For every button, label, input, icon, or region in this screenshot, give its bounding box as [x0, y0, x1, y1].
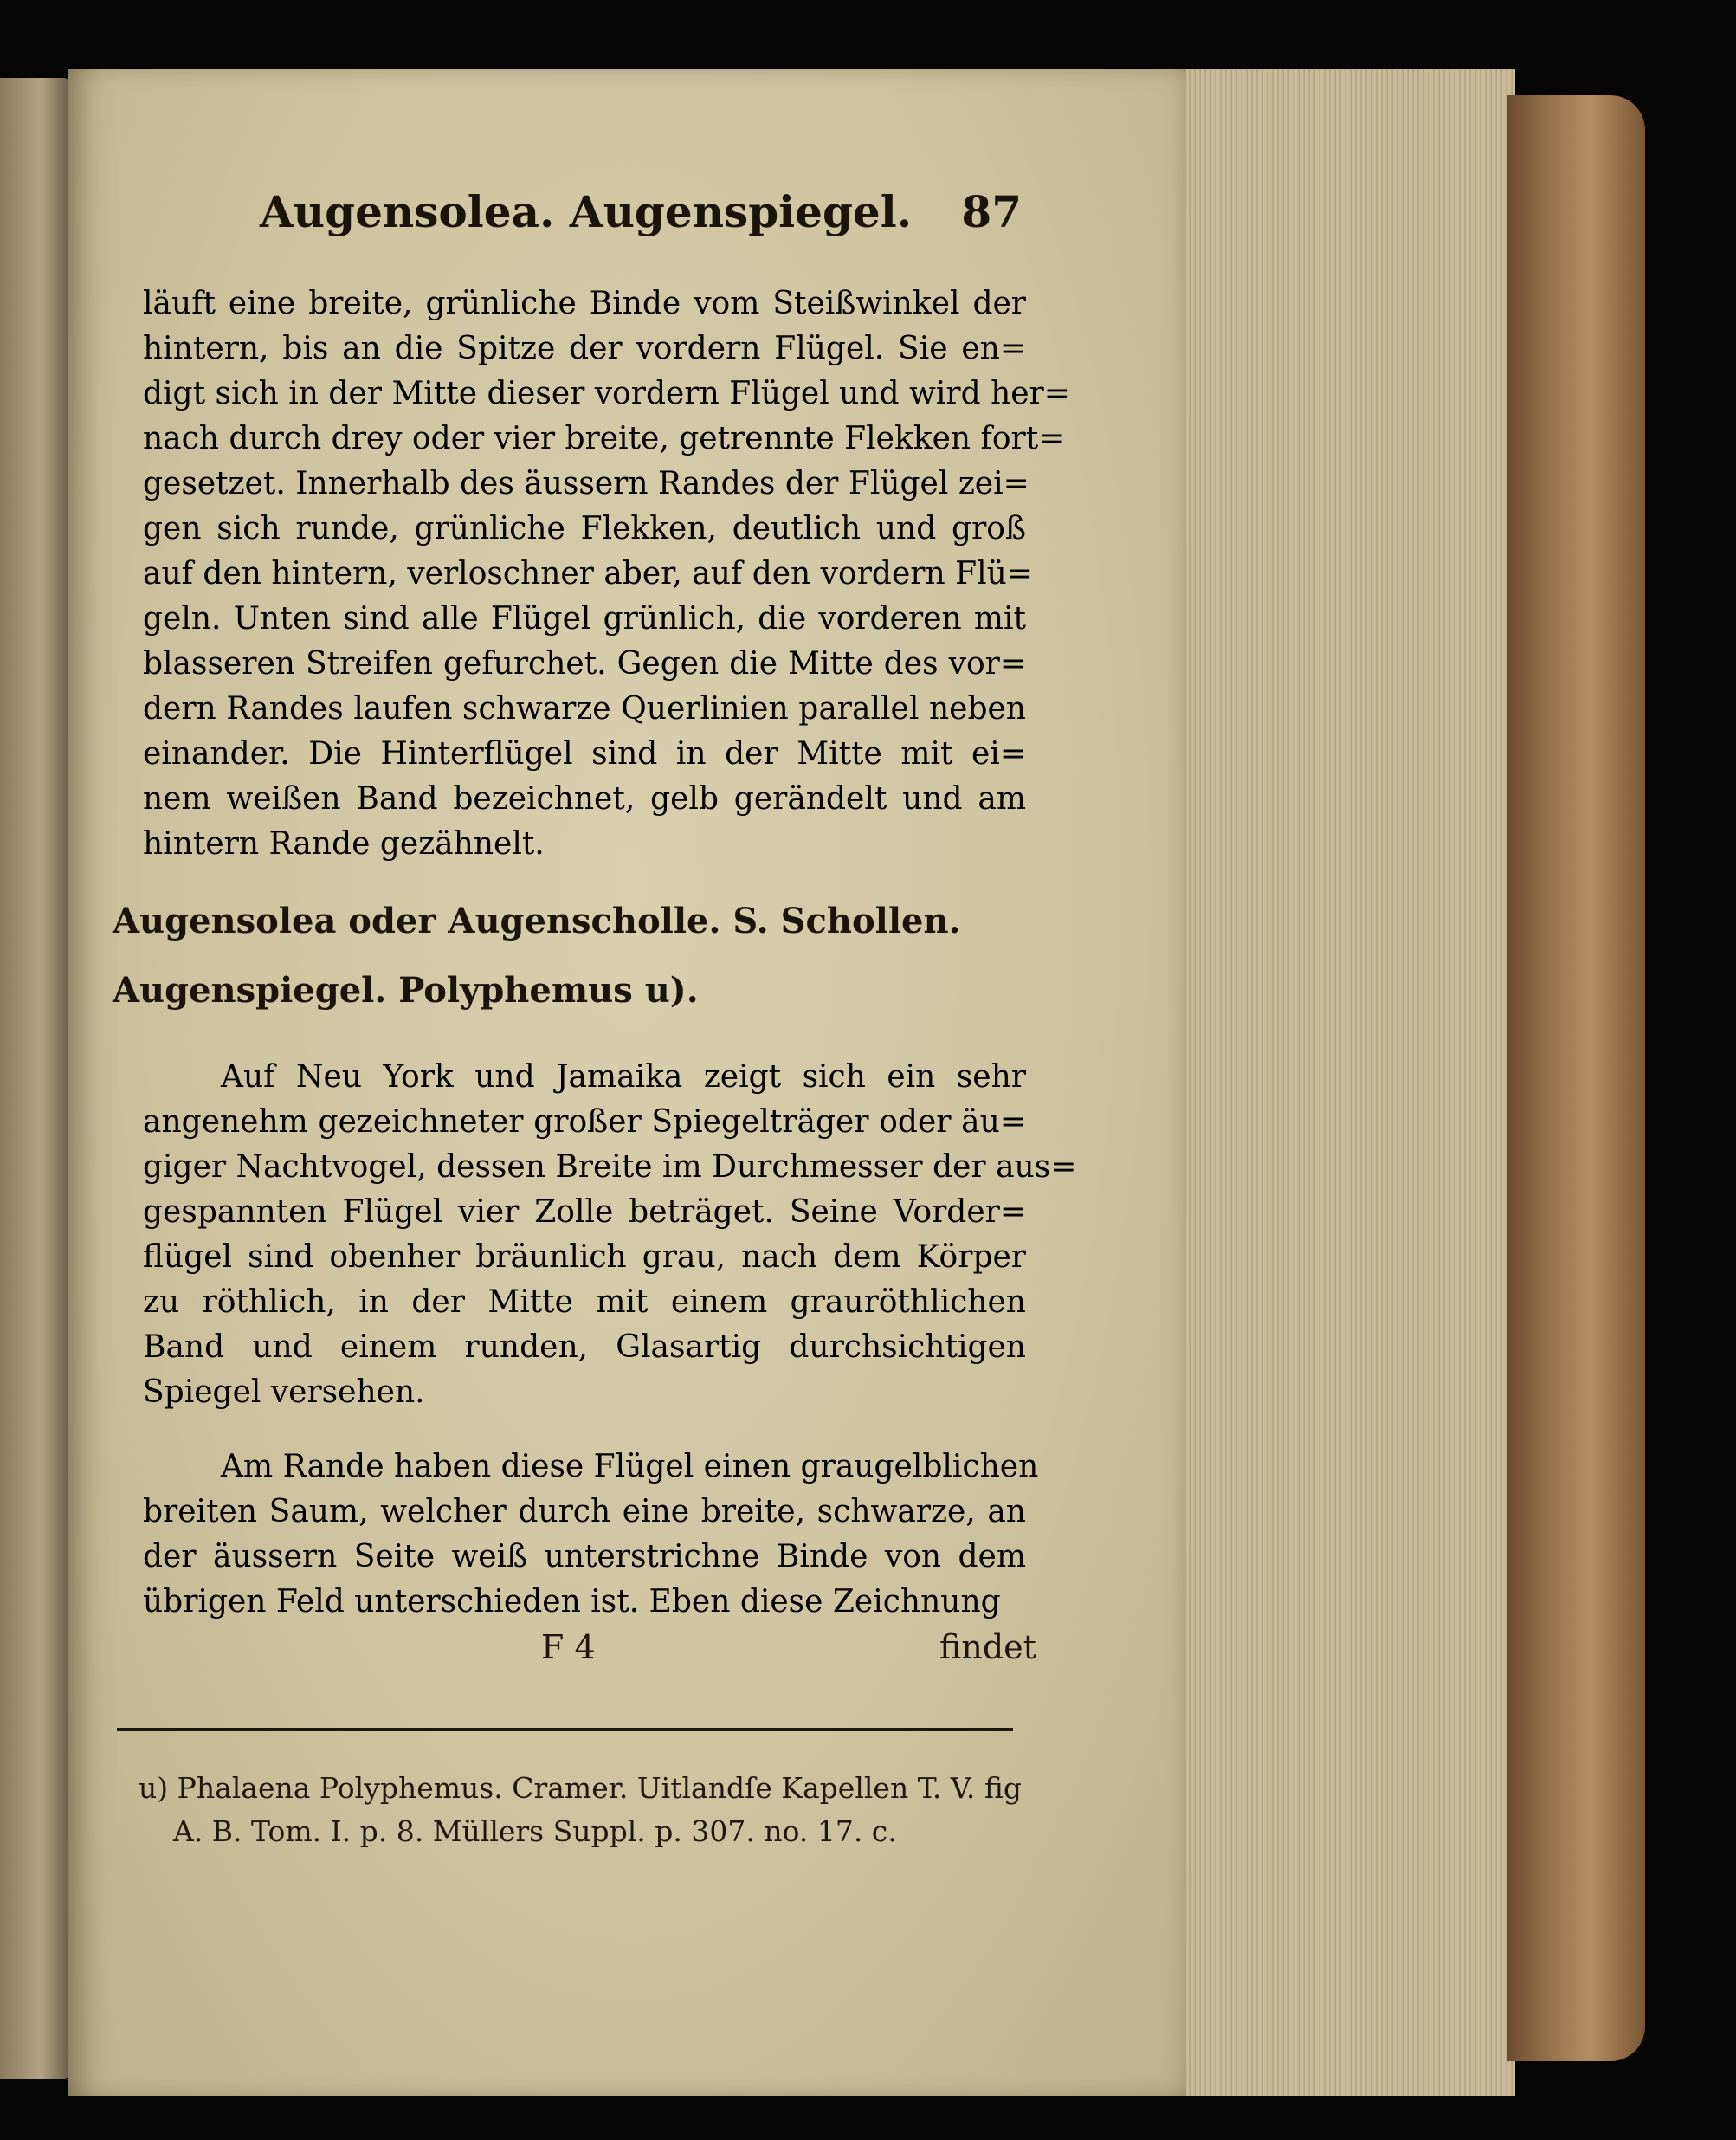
paragraph-1-line: blasseren Streifen gefurchet. Gegen die Mitte des vor=	[143, 646, 1026, 682]
running-header	[260, 186, 1022, 255]
paragraph-1-line: gesetzet. Innerhalb des äussern Randes der Flügel zei=	[143, 466, 1029, 501]
book-cover-edge	[1507, 95, 1645, 2061]
running-head-title: Augensolea. Augenspiegel.	[260, 186, 913, 237]
catchword: findet	[939, 1628, 1036, 1666]
paragraph-1-line: geln. Unten sind alle Flügel grünlich, die vorderen mit	[143, 601, 1026, 637]
paragraph-1-line: digt sich in der Mitte dieser vordern Flügel und wird her=	[143, 376, 1070, 411]
page-edges	[1186, 69, 1515, 2096]
footnote-line-2: A. B. Tom. I. p. 8. Müllers Suppl. p. 307. no. 17. c.	[173, 1814, 897, 1848]
paragraph-2-line: angenehm gezeichneter großer Spiegelträger oder äu=	[143, 1104, 1026, 1140]
paragraph-1-line: hintern, bis an die Spitze der vordern Flügel. Sie en=	[143, 331, 1026, 366]
paragraph-2-line: flügel sind obenher bräunlich grau, nach dem Körper	[143, 1239, 1026, 1275]
signature-mark: F 4	[541, 1628, 596, 1666]
paragraph-1-line: hintern Rande gezähnelt.	[143, 826, 545, 862]
paragraph-2-line: giger Nachtvogel, dessen Breite im Durchmesser der aus=	[143, 1149, 1077, 1185]
paragraph-2-line: Band und einem runden, Glasartig durchsichtigen	[143, 1329, 1026, 1365]
footnote-line-1: u) Phalaena Polyphemus. Cramer. Uitlandſe Kapellen T. V. fig	[139, 1771, 1023, 1805]
paragraph-1-line: nach durch drey oder vier breite, getrennte Flekken fort=	[143, 421, 1065, 456]
entry-augenspiegel: Augenspiegel. Polyphemus u).	[113, 970, 699, 1011]
paragraph-1-line: nem weißen Band bezeichnet, gelb gerändelt und am	[143, 781, 1026, 817]
paragraph-3-line: Am Rande haben diese Flügel einen graugelblichen	[221, 1449, 1039, 1484]
paragraph-2-line: zu röthlich, in der Mitte mit einem grauröthlichen	[143, 1284, 1026, 1320]
paragraph-1-line: gen sich runde, grünliche Flekken, deutlich und groß	[143, 511, 1026, 546]
page-number: 87	[961, 186, 1022, 237]
paragraph-2-line: gespannten Flügel vier Zolle beträget. Seine Vorder=	[143, 1194, 1026, 1230]
footnote-rule	[117, 1728, 1013, 1731]
paragraph-1-line: dern Randes laufen schwarze Querlinien parallel neben	[143, 691, 1026, 727]
paragraph-1-line: auf den hintern, verloschner aber, auf den vordern Flü=	[143, 556, 1033, 592]
paragraph-1-line: läuft eine breite, grünliche Binde vom Steißwinkel der	[143, 286, 1026, 321]
paragraph-3-line: übrigen Feld unterschieden ist. Eben diese Zeichnung	[143, 1584, 1001, 1620]
facing-page-edge	[0, 78, 69, 2079]
paragraph-1-line: einander. Die Hinterflügel sind in der Mitte mit ei=	[143, 736, 1026, 772]
paragraph-3-line: der äussern Seite weiß unterstrichne Binde von dem	[143, 1539, 1026, 1574]
paragraph-2-line: Spiegel versehen.	[143, 1374, 425, 1410]
paragraph-2-line: Auf Neu York und Jamaika zeigt sich ein sehr	[221, 1059, 1026, 1095]
paragraph-3-line: breiten Saum, welcher durch eine breite, schwarze, an	[143, 1494, 1026, 1529]
entry-augensolea: Augensolea oder Augenscholle. S. Schollen.	[113, 901, 961, 941]
